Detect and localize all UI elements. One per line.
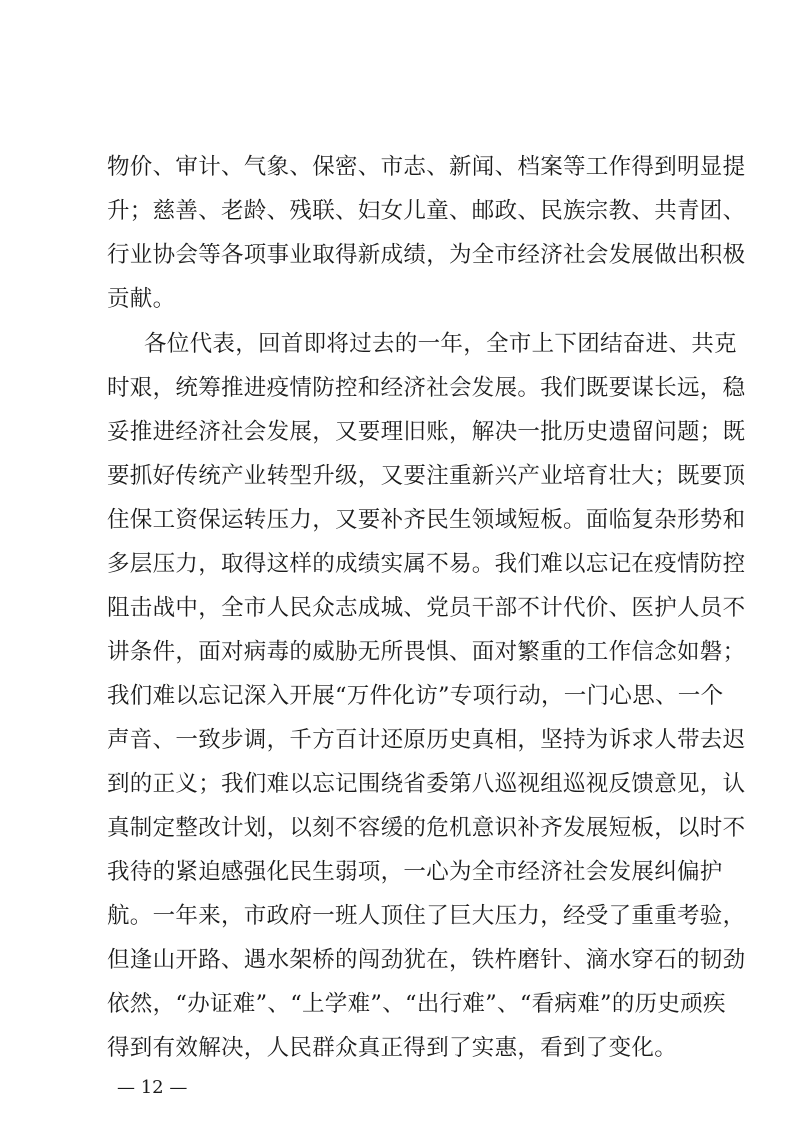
paragraph2-line-8: 讲条件，面对病毒的威胁无所畏惧、面对繁重的工作信念如磐；	[107, 639, 746, 665]
paragraph1-line-1: 物价、审计、气象、保密、市志、新闻、档案等工作得到明显提	[107, 154, 746, 180]
paragraph2-line-6: 多层压力，取得这样的成绩实属不易。我们难以忘记在疫情防控	[107, 551, 746, 577]
paragraph1-line-3: 行业协会等各项事业取得新成绩，为全市经济社会发展做出积极	[107, 242, 746, 268]
paragraph2-line-5: 住保工资保运转压力，又要补齐民生领域短板。面临复杂形势和	[107, 507, 746, 533]
paragraph2-line-16: 依然，“办证难”、“上学难”、“出行难”、“看病难”的历史顽疾	[107, 991, 726, 1017]
paragraph2-line-14: 航。一年来，市政府一班人顶住了巨大压力，经受了重重考验，	[107, 903, 746, 929]
paragraph2-line-3: 妥推进经济社会发展，又要理旧账，解决一批历史遗留问题；既	[107, 419, 746, 445]
paragraph2-line-1: 各位代表，回首即将过去的一年，全市上下团结奋进、共克	[144, 331, 737, 357]
paragraph2-line-13: 我待的紧迫感强化民生弱项，一心为全市经济社会发展纠偏护	[107, 859, 723, 885]
paragraph2-line-12: 真制定整改计划，以刻不容缓的危机意识补齐发展短板，以时不	[107, 815, 746, 841]
paragraph2-line-17: 得到有效解决，人民群众真正得到了实惠，看到了变化。	[107, 1035, 678, 1061]
paragraph2-line-2: 时艰，统筹推进疫情防控和经济社会发展。我们既要谋长远，稳	[107, 375, 746, 401]
paragraph2-line-4: 要抓好传统产业转型升级，又要注重新兴产业培育壮大；既要顶	[107, 463, 746, 489]
paragraph2-line-11: 到的正义；我们难以忘记围绕省委第八巡视组巡视反馈意见，认	[107, 771, 746, 797]
paragraph2-line-9: 我们难以忘记深入开展“万件化访”专项行动，一门心思、一个	[107, 683, 724, 709]
paragraph2-line-7: 阻击战中，全市人民众志成城、党员干部不计代价、医护人员不	[107, 595, 746, 621]
page-number: — 12 —	[117, 1077, 188, 1098]
paragraph1-line-4: 贡献。	[107, 286, 176, 312]
paragraph2-line-10: 声音、一致步调，千方百计还原历史真相，坚持为诉求人带去迟	[107, 727, 746, 753]
paragraph2-line-15: 但逢山开路、遇水架桥的闯劲犹在，铁杵磨针、滴水穿石的韧劲	[107, 947, 746, 973]
paragraph1-line-2: 升；慈善、老龄、残联、妇女儿童、邮政、民族宗教、共青团、	[107, 198, 746, 224]
